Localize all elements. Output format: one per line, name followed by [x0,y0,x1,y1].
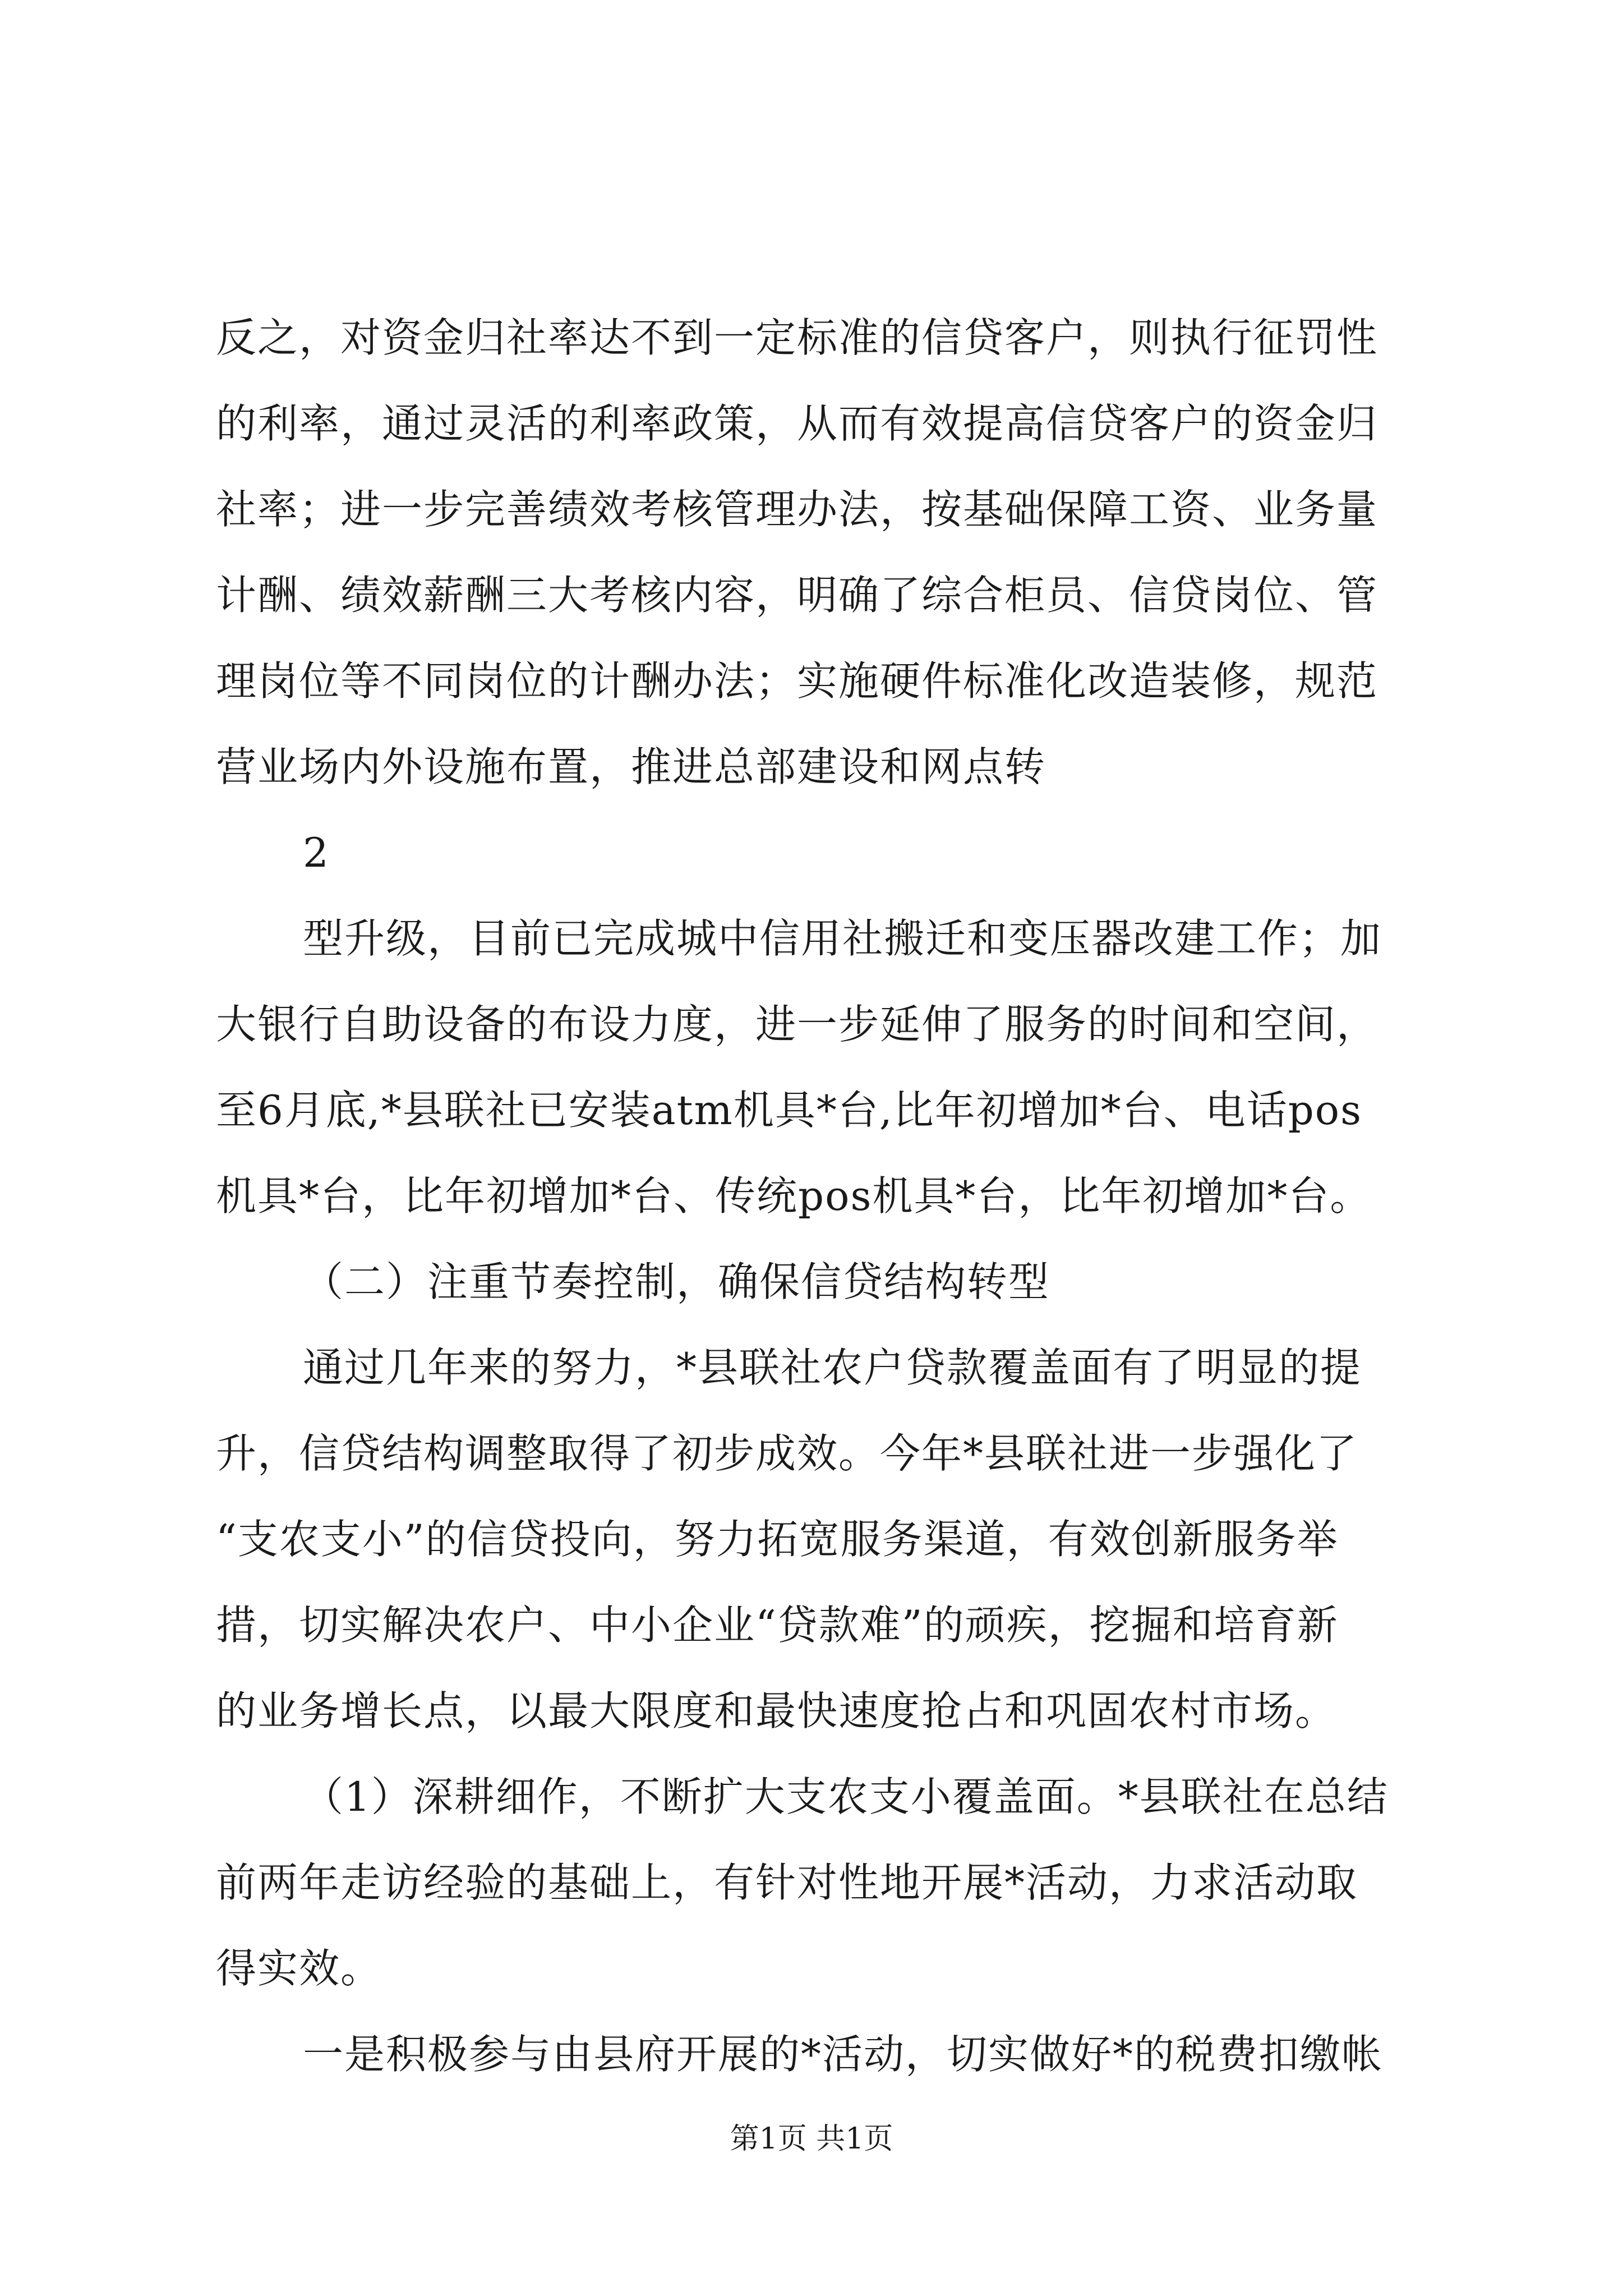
subsection-heading: （1）深耕细作，不断扩大支农支小覆盖面。*县联社在总结 [303,1773,1389,1820]
text-line: 一是积极参与由县府开展的*活动，切实做好*的税费扣缴帐 [303,2031,1384,2078]
text-line: 升，信贷结构调整取得了初步成效。今年*县联社进一步强化了 [216,1430,1358,1477]
text-line: 大银行自助设备的布设力度，进一步延伸了服务的时间和空间， [216,1001,1378,1048]
text-line: 反之，对资金归社率达不到一定标准的信贷客户，则执行征罚性 [216,314,1378,361]
text-line: 得实效。 [216,1945,382,1992]
text-line: 型升级，目前已完成城中信用社搬迁和变压器改建工作；加 [303,915,1382,962]
text-line: 前两年走访经验的基础上，有针对性地开展*活动，力求活动取 [216,1859,1358,1906]
section-heading: （二）注重节奏控制，确保信贷结构转型 [303,1258,1050,1305]
text-line: 的利率，通过灵活的利率政策，从而有效提高信贷客户的资金归 [216,400,1378,447]
text-line: 计酬、绩效薪酬三大考核内容，明确了综合柜员、信贷岗位、管 [216,572,1378,619]
text-line: 营业场内外设施布置，推进总部建设和网点转 [216,743,1046,790]
text-line: 理岗位等不同岗位的计酬办法；实施硬件标准化改造装修，规范 [216,657,1378,705]
text-line: 至6月底,*县联社已安装atm机具*台,比年初增加*台、电话pos [216,1087,1363,1134]
text-line: “支农支小”的信贷投向，努力拓宽服务渠道，有效创新服务举 [216,1516,1339,1563]
text-line: 通过几年来的努力，*县联社农户贷款覆盖面有了明显的提 [303,1344,1362,1391]
text-line: 措，切实解决农户、中小企业“贷款难”的顽疾，挖掘和培育新 [216,1602,1339,1649]
page-footer: 第1页 共1页 [730,2122,893,2156]
text-line: 机具*台，比年初增加*台、传统pos机具*台，比年初增加*台。 [216,1172,1372,1220]
page-number-marker: 2 [303,829,330,876]
text-line: 的业务增长点，以最大限度和最快速度抢占和巩固农村市场。 [216,1687,1337,1734]
text-line: 社率；进一步完善绩效考核管理办法，按基础保障工资、业务量 [216,486,1378,533]
